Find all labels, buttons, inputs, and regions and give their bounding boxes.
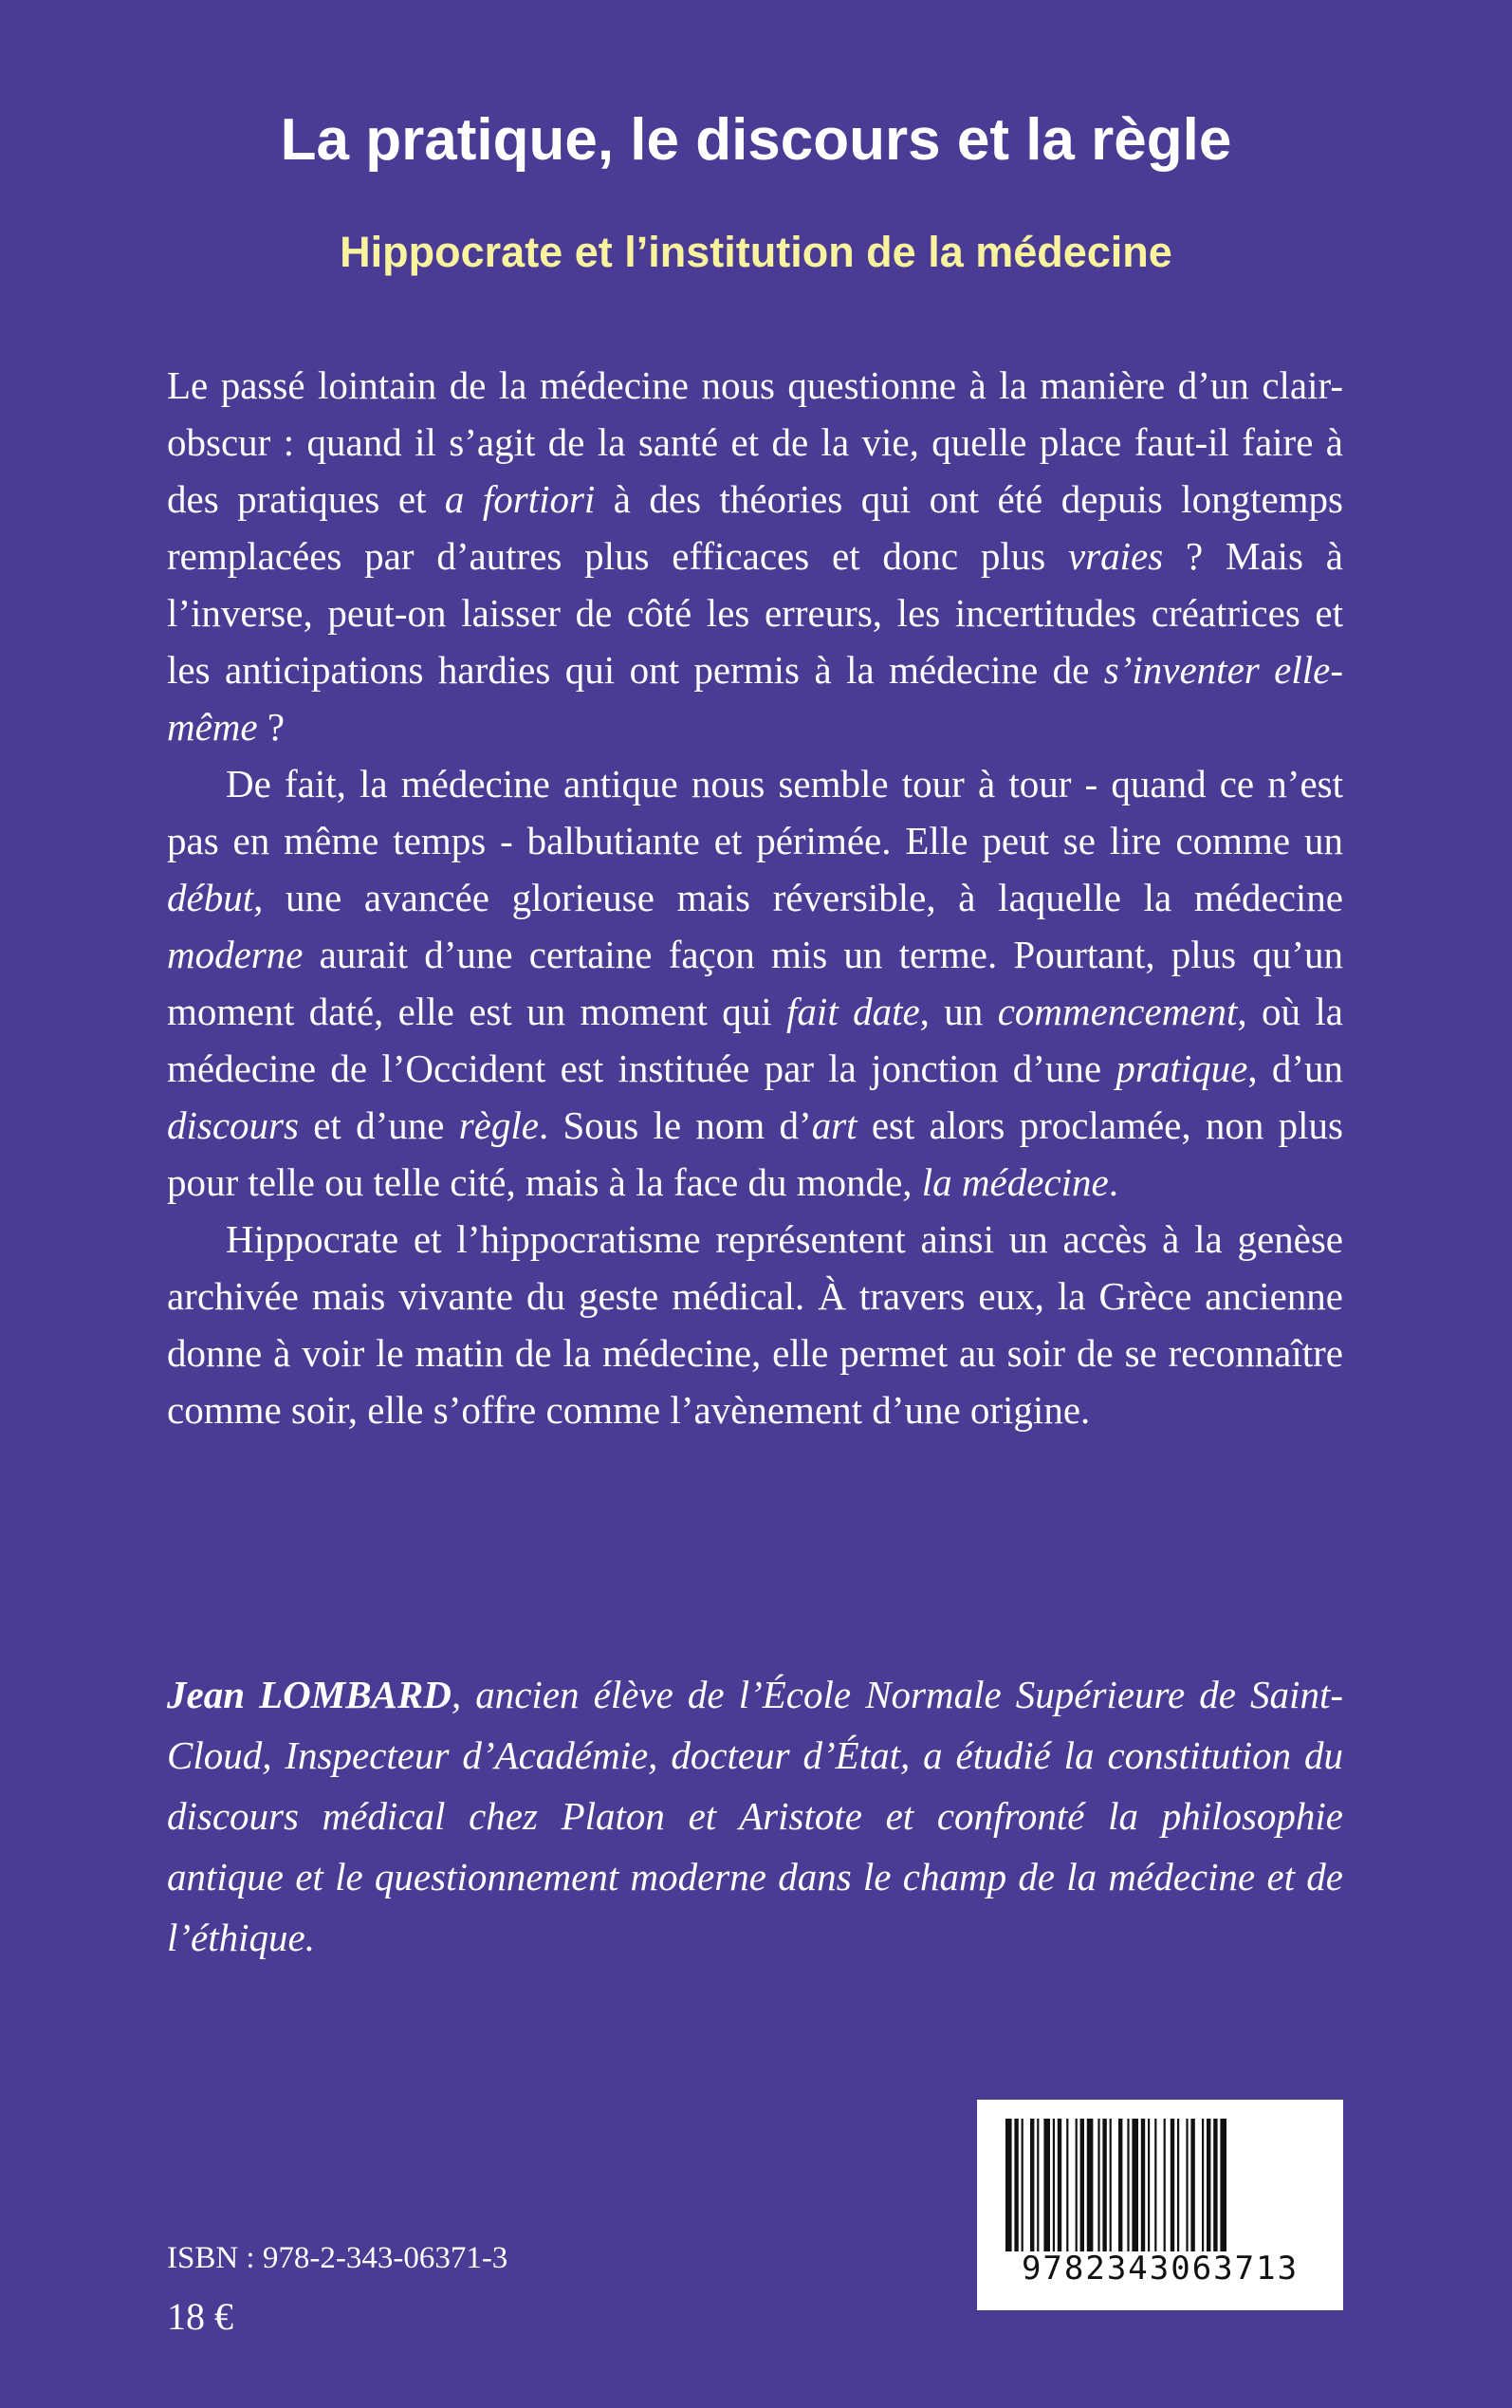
barcode-digits: 9782343063713 [1021,2250,1300,2288]
barcode-bar [1154,2119,1156,2251]
barcode-bar [1005,2119,1012,2251]
barcode-bar [1141,2119,1145,2251]
barcode-bar [1190,2119,1194,2251]
italic-text: règle [458,1103,539,1147]
text-run: , d’un [1247,1047,1344,1090]
barcode-bar [1014,2119,1018,2251]
blurb-paragraph [167,1211,1343,1438]
text-run: , où la médecine de l’Occident est instituée par la jonction d’une [167,990,1343,1090]
italic-text: fait date [786,990,920,1033]
barcode-bar [1053,2119,1055,2251]
text-run: et d’une [298,1103,459,1147]
blurb-text [167,357,1343,1438]
barcode-bar [1177,2119,1179,2251]
italic-text: a fortiori [444,477,596,521]
barcode-bar [1022,2119,1023,2251]
text-run: ? Mais à l’inverse, peut-on laisser de côté les erreurs, les incertitudes créatrices et les anticipations hardies qui ont permis à la médecine de [167,534,1343,692]
book-subtitle: Hippocrate et l’institution de la médecine [340,228,1172,276]
text-run: aurait d’une certaine façon mis un terme. Pourtant, plus qu’un moment daté, elle est un moment qui [167,933,1343,1033]
text-run: est alors proclamée, non plus pour telle ou telle cité, mais à la face du monde, [167,1103,1343,1204]
barcode [977,2100,1343,2310]
italic-text: commencement [997,990,1238,1033]
barcode-bar [1220,2119,1226,2251]
barcode-bar [1102,2119,1106,2251]
italic-text: pratique [1116,1047,1248,1090]
barcode-bar [1202,2119,1204,2251]
text-run: Le passé lointain de la médecine nous questionne à la manière d’un clair-obscur : quand il s’agit de la santé et de la vie, quelle place faut-il faire à des pratiques et [167,363,1343,521]
barcode-bar [1118,2119,1122,2251]
barcode-bar [1132,2119,1138,2251]
barcode-bar [1037,2119,1039,2251]
italic-text: début [167,876,254,919]
text-run: , une avancée glorieuse mais réversible, à laquelle la médecine [253,876,1343,919]
isbn: ISBN : 978-2-343-06371-3 [167,2241,508,2275]
barcode-bar [1171,2119,1174,2251]
blurb-paragraph [167,357,1343,755]
barcode-bar [1164,2119,1166,2251]
barcode-bar [1207,2119,1210,2251]
barcode-bar [1087,2119,1094,2251]
barcode-bar [1080,2119,1084,2251]
barcode-bar [1076,2119,1078,2251]
italic-text: la médecine [921,1160,1109,1204]
italic-text: vraies [1068,534,1164,578]
barcode-bar [1186,2119,1188,2251]
author-bio [167,1664,1343,1968]
text-run: , un [919,990,998,1033]
barcode-bar [1030,2119,1034,2251]
text-run: . [1108,1160,1118,1204]
author-bio-text: , ancien élève de l’École Normale Supérieure de Saint-Cloud, Inspecteur d’Académie, docteur d’État, a étudié la constitution du discours médical chez Platon et Aristote et confronté la philosophie antique et le questionnement moderne dans le champ de la médecine et de l’éthique. [167,1673,1343,1959]
italic-text: moderne [167,933,304,976]
text-run: à des théories qui ont été depuis longtemps remplacées par d’autres plus efficaces et donc plus [167,477,1344,578]
barcode-bar [1148,2119,1150,2251]
barcode-bar [1058,2119,1061,2251]
text-run: . Sous le nom d’ [538,1103,812,1147]
barcode-bar [1213,2119,1217,2251]
italic-text: s’inventer elle-même [167,648,1343,749]
italic-text: discours [167,1103,299,1147]
author-name: Jean LOMBARD [167,1673,452,1716]
barcode-bar [1043,2119,1050,2251]
text-run: ? [257,705,286,749]
italic-text: art [811,1103,857,1147]
book-title: La pratique, le discours et la règle [280,107,1232,173]
text-run: De fait, la médecine antique nous semble tour à tour - quand ce n’est pas en même temps - balbutiante et périmée. Elle peut se lire comme un [167,762,1343,862]
barcode-bar [1066,2119,1068,2251]
blurb-paragraph [167,755,1343,1211]
barcode-bar [1097,2119,1099,2251]
price: 18 € [167,2295,233,2338]
barcode-bar [1127,2119,1129,2251]
text-run: Hippocrate et l’hippocratisme représentent ainsi un accès à la genèse archivée mais vivante du geste médical. À travers eux, la Grèce ancienne donne à voir le matin de la médecine, elle permet au soir de se reconnaître comme soir, elle s’offre comme l’avènement d’une origine. [167,1217,1343,1432]
barcode-bar [1110,2119,1112,2251]
